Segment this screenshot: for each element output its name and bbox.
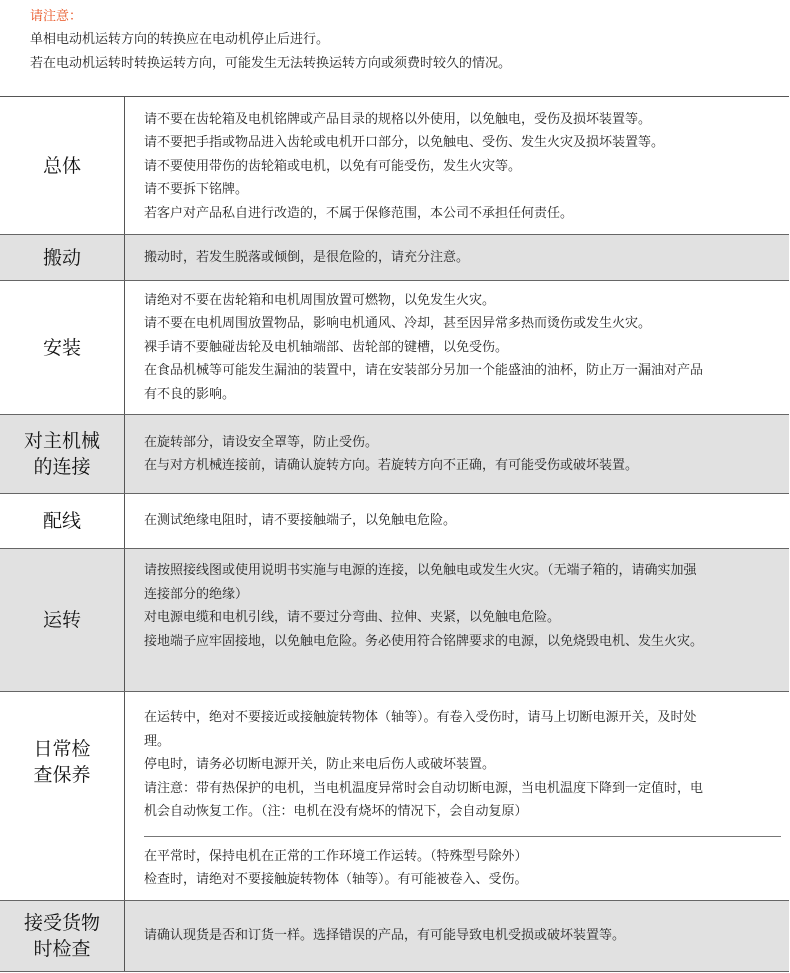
row-line: 请绝对不要在齿轮箱和电机周围放置可燃物，以免发生火灾。 bbox=[144, 292, 496, 308]
maintenance-block-b bbox=[144, 837, 781, 900]
row-content bbox=[125, 235, 789, 280]
row-line: 停电时，请务必切断电源开关，防止来电后伤人或破坏装置。 bbox=[144, 757, 496, 773]
row-line: 对电源电缆和电机引线，请不要过分弯曲、拉伸、夹紧，以免触电危险。 bbox=[144, 610, 561, 625]
table-row-connection bbox=[0, 415, 789, 494]
notice-line: 若在电动机运转时转换运转方向，可能发生无法转换运转方向或须费时较久的情况。 bbox=[30, 56, 512, 71]
table-row-maintenance bbox=[0, 692, 789, 901]
row-label: 日常检 查保养 bbox=[0, 692, 125, 900]
row-line: 有不良的影响。 bbox=[144, 386, 236, 402]
table-row-receiving bbox=[0, 901, 789, 972]
row-content bbox=[125, 281, 789, 414]
row-line: 请不要在齿轮箱及电机铭牌或产品目录的规格以外使用，以免触电，受伤及损坏装置等。 bbox=[144, 111, 652, 127]
row-label: 对主机械 的连接 bbox=[0, 415, 125, 493]
row-label: 搬动 bbox=[0, 235, 125, 280]
row-line: 连接部分的绝缘） bbox=[144, 586, 249, 602]
row-line: 裸手请不要触碰齿轮及电机轴端部、齿轮部的键槽，以免受伤。 bbox=[144, 339, 509, 355]
table-row-operation bbox=[0, 549, 789, 692]
row-line: 请不要把手指或物品进入齿轮或电机开口部分，以免触电、受伤、发生火灾及损坏装置等。 bbox=[144, 135, 665, 151]
notice-line: 单相电动机运转方向的转换应在电动机停止后进行。 bbox=[30, 32, 330, 47]
row-line: 检查时，请绝对不要接触旋转物体（轴等）。有可能被卷入、受伤。 bbox=[144, 872, 528, 888]
row-line: 请不要使用带伤的齿轮箱或电机，以免有可能受伤，发生火灾等。 bbox=[144, 158, 522, 174]
table-row-general bbox=[0, 97, 789, 235]
row-line: 在旋转部分，请设安全罩等，防止受伤。 bbox=[144, 434, 379, 450]
notice-title: 请注意： bbox=[30, 9, 83, 24]
row-label: 安装 bbox=[0, 281, 125, 414]
row-line: 若客户对产品私自进行改造的，不属于保修范围，本公司不承担任何责任。 bbox=[144, 205, 574, 221]
row-content bbox=[125, 97, 789, 234]
table-row-handling bbox=[0, 235, 789, 281]
row-line: 接地端子应牢固接地，以免触电危险。务必使用符合铭牌要求的电源，以免烧毁电机、发生火灾。 bbox=[144, 633, 704, 649]
row-line: 请不要在电机周围放置物品，影响电机通风、冷却，甚至因异常多热而烫伤或发生火灾。 bbox=[144, 316, 652, 332]
row-line: 机会自动恢复工作。（注：电机在没有烧坏的情况下，会自动复原） bbox=[144, 804, 528, 820]
notice-section bbox=[30, 6, 785, 76]
safety-table bbox=[0, 96, 789, 972]
maintenance-block-a bbox=[144, 692, 781, 836]
row-label: 配线 bbox=[0, 494, 125, 548]
row-line: 请注意：带有热保护的电机，当电机温度异常时会自动切断电源，当电机温度下降到一定值时，电 bbox=[144, 780, 704, 796]
row-label: 总体 bbox=[0, 97, 125, 234]
row-content bbox=[125, 415, 789, 493]
row-content bbox=[125, 494, 789, 548]
row-line: 在测试绝缘电阻时，请不要接触端子，以免触电危险。 bbox=[144, 513, 457, 529]
row-line: 请确认现货是否和订货一样。选择错误的产品，有可能导致电机受损或破坏装置等。 bbox=[144, 928, 626, 944]
row-line: 理。 bbox=[144, 733, 171, 749]
row-content bbox=[125, 692, 789, 900]
row-line: 请按照接线图或使用说明书实施与电源的连接，以免触电或发生火灾。（无端子箱的，请确实加强 bbox=[144, 563, 697, 578]
row-line: 在运转中，绝对不要接近或接触旋转物体（轴等）。有卷入受伤时，请马上切断电源开关，及时处 bbox=[144, 710, 697, 726]
row-label: 接受货物 时检查 bbox=[0, 901, 125, 971]
row-line: 搬动时，若发生脱落或倾倒，是很危险的，请充分注意。 bbox=[144, 249, 470, 265]
row-line: 请不要拆下铭牌。 bbox=[144, 182, 249, 198]
row-line: 在平常时，保持电机在正常的工作环境工作运转。（特殊型号除外） bbox=[144, 848, 528, 864]
row-content bbox=[125, 549, 789, 691]
row-line: 在与对方机械连接前，请确认旋转方向。若旋转方向不正确，有可能受伤或破坏装置。 bbox=[144, 458, 639, 473]
table-row-installation bbox=[0, 281, 789, 415]
row-content bbox=[125, 901, 789, 971]
row-label: 运转 bbox=[0, 549, 125, 691]
table-row-wiring bbox=[0, 494, 789, 549]
row-line: 在食品机械等可能发生漏油的装置中，请在安装部分另加一个能盛油的油杯，防止万一漏油对产品 bbox=[144, 363, 704, 379]
